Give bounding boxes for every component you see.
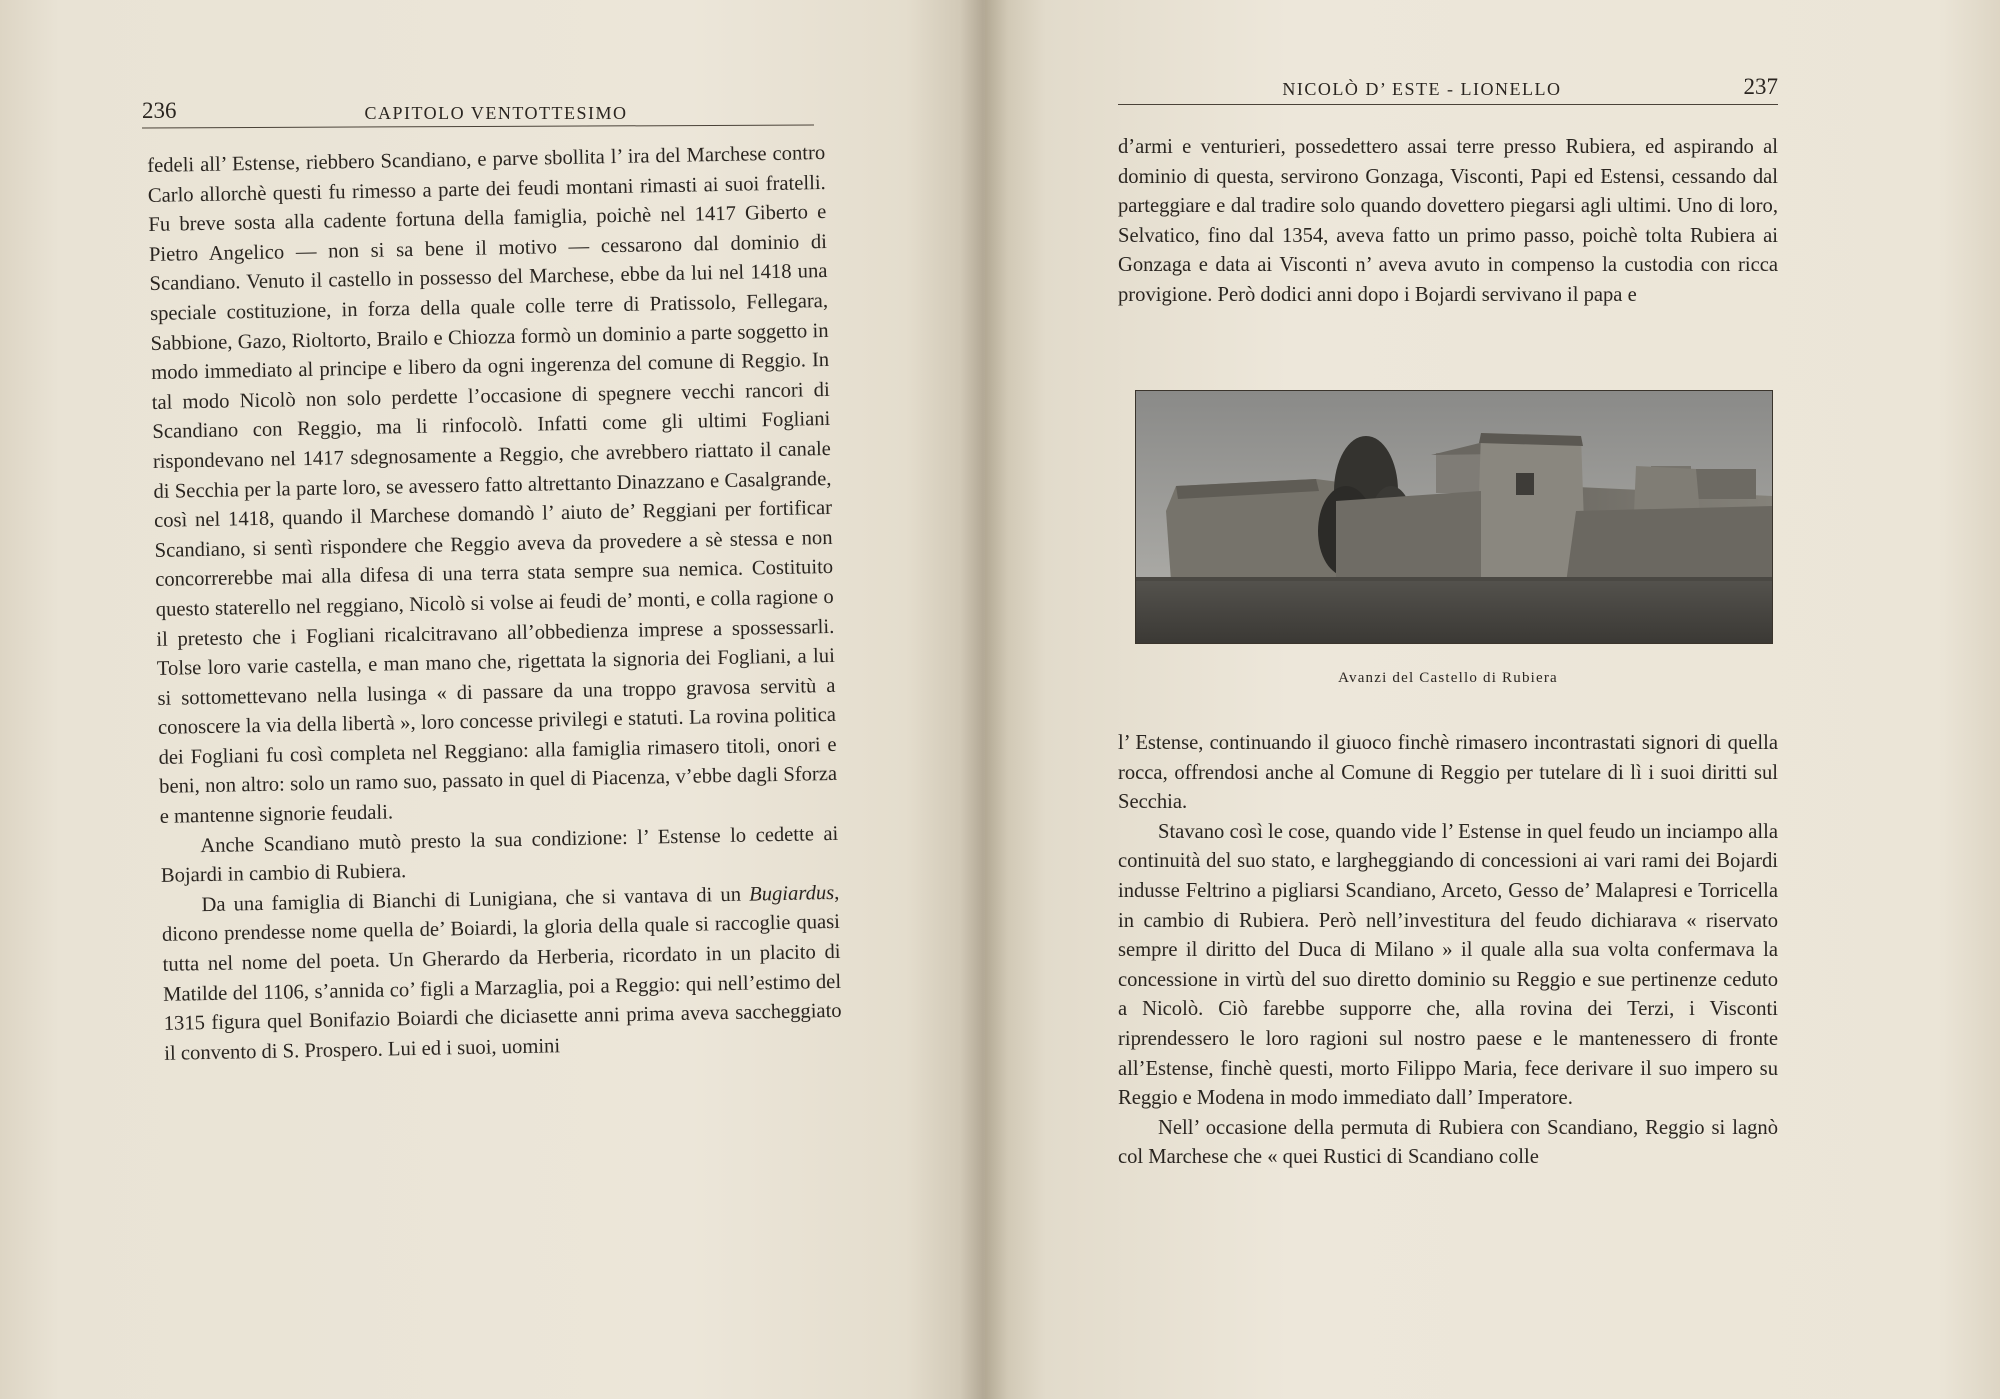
left-running-head <box>142 98 812 124</box>
right-body-text-bottom <box>1118 729 1778 1173</box>
figure-caption: Avanzi del Castello di Rubiera <box>1338 670 1558 686</box>
header-rule-right <box>1118 104 1778 105</box>
left-page <box>0 0 985 1399</box>
castle-image <box>1136 391 1772 643</box>
paragraph: Stavano così le cose, quando vide l’ Estense in quel feudo un inciampo alla continuità del suo stato, e largheggiando di concessioni ai vari rami dei Bojardi indusse Feltrino a pigliarsi Scandiano, Arceto, Gesso de’ Malapresi e Torricella in cambio di Rubiera. Però nell’investitura del feudo dichiarava « riservato sempre il diritto del Duca di Milano » il quale alla sua volta confermava la concessione in virtù del suo diretto dominio su Reggio e sue pertinenze ceduto a Nicolò. Ciò farebbe supporre che, alla rovina dei Terzi, i Visconti riprendessero le loro ragioni sul nostro paese e le mantenessero di fronte all’Estense, finchè questi, morto Filippo Maria, fece derivare il suo impero su Reggio e Modena in modo immediato dall’ Imperatore. <box>1118 820 1778 1110</box>
header-rule-left <box>142 125 814 129</box>
paragraph: Anche Scandiano mutò presto la sua condizione: l’ Estense lo cedette ai Bojardi in cambio di Rubiera. <box>160 822 839 888</box>
paragraph: l’ Estense, continuando il giuoco finchè rimasero incontrastati signori di quella rocca, offrendosi anche al Comune di Reggio per tutelare di lì i suoi diritti sul Secchia. <box>1118 732 1778 814</box>
running-title-right: NICOLÒ D’ ESTE - LIONELLO <box>1282 79 1562 99</box>
italic-word: Bugiardus <box>748 881 835 906</box>
paragraph-part: Da una famiglia di Bianchi di Lunigiana, che si vantava di un <box>201 883 750 916</box>
running-title-left: CAPITOLO VENTOTTESIMO <box>364 103 628 123</box>
right-body-text-top <box>1118 133 1778 311</box>
paragraph <box>161 879 842 1070</box>
paragraph-part: , dicono prendesse nome quella de’ Boiardi, la gloria della quale si raccoglie quasi tutta nel nome del poeta. Un Gherardo da Herberia, ricordato in un placito di Matilde del 1106, s’annida co’ figli a Marzaglia, poi a Reggio: qui nell’estimo del 1315 figura quel Bonifazio Boiardi che diciasette anni prima aveva saccheggiato il convento di S. Prospero. Lui ed i suoi, uomini <box>161 881 842 1065</box>
page-number-left: 236 <box>142 98 177 123</box>
right-page <box>985 0 2000 1399</box>
paragraph: Nell’ occasione della permuta di Rubiera con Scandiano, Reggio si lagnò col Marchese che « quei Rustici di Scandiano colle <box>1118 1116 1778 1169</box>
page-number-right: 237 <box>1743 74 1778 99</box>
paragraph: d’armi e venturieri, possedettero assai terre presso Rubiera, ed aspirando al dominio di questa, servirono Gonzaga, Visconti, Papi ed Estensi, cessando dal parteggiare e dal tradire solo quando dovettero piegarsi agli ultimi. Uno di loro, Selvatico, fino dal 1354, aveva fatto un primo passo, poichè tolta Rubiera ai Gonzaga e data ai Visconti n’ aveva avuto in compenso la custodia con ricca provigione. Però dodici anni dopo i Bojardi servivano il papa e <box>1118 136 1778 306</box>
castle-photo <box>1135 390 1773 644</box>
paragraph: fedeli all’ Estense, riebbero Scandiano, e parve sbollita l’ ira del Marchese contro Carlo allorchè questi fu rimesso a parte dei feudi montani rimasti ai suoi fratelli. Fu breve sosta alla cadente fortuna della famiglia, poichè nel 1417 Giberto e Pietro Angelico — non si sa bene il motivo — cessarono dal dominio di Scandiano. Venuto il castello in possesso del Marchese, ebbe da lui nel 1418 una speciale costituzione, in forza della quale colle terre di Pratissolo, Fellegara, Sabbione, Gazo, Rioltorto, Brailo e Chiozza formò un dominio a parte soggetto in modo immediato al principe e libero da ogni ingerenza del comune di Reggio. In tal modo Nicolò non solo perdette l’occasione di spegnere vecchi rancori di Scandiano con Reggio, ma li rinfocolò. Infatti come gli ultimi Fogliani rispondevano nel 1417 sdegnosamente a Reggio, che avrebbero riattato il canale di Secchia per la parte loro, se avessero fatto altrettanto Dinazzano e Casalgrande, così nel 1418, quando il Marchese domandò l’ aiuto de’ Reggiani per fortificar Scandiano, si sentì rispondere che Reggio aveva da provedere a sè stessa e non concorrerebbe mai alla difesa di una terra stata sempre sua nemica. Costituito questo staterello nel reggiano, Nicolò si volse ai feudi de’ monti, e colla ragione o il pretesto che i Fogliani ricalcitravano all’obbedienza imprese a spossessarli. Tolse loro varie castella, e man mano che, rigettata la signoria dei Fogliani, a lui si sottomettevano nella lusinga « di passare da una troppo gravosa servitù a conoscere la via della libertà », loro concesse privilegi e statuti. La rovina politica dei Fogliani fu così completa nel Reggiano: alla famiglia rimasero titoli, onori e beni, non altro: solo un ramo suo, passato in quel di Piacenza, v’ebbe dagli Sforza e mantenne signorie feudali. <box>147 141 838 828</box>
left-body-text <box>147 139 842 1069</box>
right-running-head <box>1118 74 1778 100</box>
